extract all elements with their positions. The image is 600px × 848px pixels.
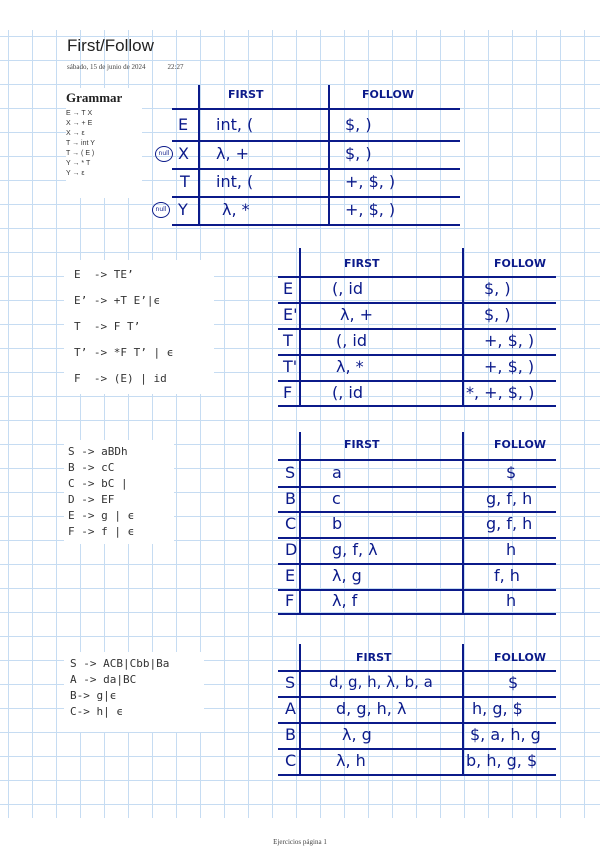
table4-divider-2 xyxy=(462,644,464,776)
table1-row4-nt: Y xyxy=(178,200,188,219)
table1-rule-4 xyxy=(172,224,460,226)
table3-row6-first: λ, f xyxy=(332,591,358,610)
grammar1-rule-6: Y → * T xyxy=(66,160,91,167)
table2-row3-follow: +, $, ) xyxy=(484,331,535,350)
page-date xyxy=(67,63,184,71)
table3-rule-header xyxy=(278,459,556,461)
table2-rule-3 xyxy=(278,354,556,356)
grammar1-rule-2: X → + E xyxy=(66,120,93,127)
table1-row4-follow: +, $, ) xyxy=(345,200,396,219)
table4-row2-follow: h, g, $ xyxy=(472,699,523,718)
table1-row1-first: int, ( xyxy=(216,115,254,134)
grammar1-rule-4: T → int Y xyxy=(66,140,95,147)
table3-rule-6 xyxy=(278,613,556,615)
table1-follow-header: FOLLOW xyxy=(362,88,414,101)
date-text: sábado, 15 de junio de 2024 xyxy=(67,63,146,71)
table2-row3-first: (, id xyxy=(336,331,368,350)
table1-first-header: FIRST xyxy=(228,88,264,101)
grammar4-rule-1: S -> ACB|Cbb|Ba xyxy=(70,657,170,670)
table4-row3-follow: $, a, h, g xyxy=(470,725,541,744)
table4-first-header: FIRST xyxy=(356,651,392,664)
table3-row5-follow: f, h xyxy=(494,566,520,585)
table1-rule-2 xyxy=(172,168,460,170)
table3-first-header: FIRST xyxy=(344,438,380,451)
table2-row3-nt: T xyxy=(283,331,293,350)
table4-row3-first: λ, g xyxy=(342,725,372,744)
table1-row2-first: λ, + xyxy=(216,144,250,163)
table1-row2-follow: $, ) xyxy=(345,144,372,163)
table2-row4-nt: T' xyxy=(283,357,298,376)
grammar-block-2 xyxy=(64,260,214,394)
table3-row1-first: a xyxy=(332,463,342,482)
table3-row2-first: c xyxy=(332,489,341,508)
table1-row3-nt: T xyxy=(180,172,190,191)
table3-row4-nt: D xyxy=(285,540,298,559)
time-text: 22:27 xyxy=(167,63,184,71)
page-footer: Ejercicios página 1 xyxy=(273,838,327,846)
table3-row5-first: λ, g xyxy=(332,566,362,585)
table2-row1-follow: $, ) xyxy=(484,279,511,298)
table4-row4-first: λ, h xyxy=(336,751,366,770)
table3-rule-1 xyxy=(278,486,556,488)
grammar2-rule-1: E -> TE’ xyxy=(74,268,134,281)
table1-rule-1 xyxy=(172,140,460,142)
table3-row1-nt: S xyxy=(285,463,296,482)
table2-rule-4 xyxy=(278,380,556,382)
table3-row2-nt: B xyxy=(285,489,296,508)
grammar1-rule-1: E → T X xyxy=(66,110,93,117)
table3-row3-first: b xyxy=(332,514,343,533)
table4-rule-3 xyxy=(278,748,556,750)
table3-row3-follow: g, f, h xyxy=(486,514,533,533)
table1-rule-header xyxy=(172,108,460,110)
table2-row1-first: (, id xyxy=(332,279,364,298)
table2-row2-nt: E' xyxy=(283,305,298,324)
table1-row3-first: int, ( xyxy=(216,172,254,191)
table2-row5-first: (, id xyxy=(332,383,364,402)
table2-rule-1 xyxy=(278,302,556,304)
table4-row1-first: d, g, h, λ, b, a xyxy=(329,673,433,691)
table3-row2-follow: g, f, h xyxy=(486,489,533,508)
table1-row4-first: λ, * xyxy=(222,200,250,219)
table4-row4-follow: b, h, g, $ xyxy=(466,751,538,770)
table2-row2-first: λ, + xyxy=(340,305,374,324)
grammar1-rule-3: X → ε xyxy=(66,130,85,137)
grammar-block-3 xyxy=(64,440,174,544)
table3-row6-nt: F xyxy=(285,591,295,610)
table2-rule-5 xyxy=(278,405,556,407)
table1-row3-follow: +, $, ) xyxy=(345,172,396,191)
table2-row4-first: λ, * xyxy=(336,357,364,376)
grammar3-rule-5: E -> g | ϵ xyxy=(68,509,135,522)
table1-divider-2 xyxy=(328,85,330,225)
table3-row6-follow: h xyxy=(506,591,517,610)
table3-rule-4 xyxy=(278,563,556,565)
grammar3-rule-6: F -> f | ϵ xyxy=(68,525,135,538)
grammar4-rule-3: B-> g|ϵ xyxy=(70,689,117,702)
grammar2-rule-3: T -> F T’ xyxy=(74,320,141,333)
table3-row5-nt: E xyxy=(285,566,296,585)
grammar3-rule-3: C -> bC | xyxy=(68,477,128,490)
table2-divider-1 xyxy=(299,248,301,406)
table2-rule-header xyxy=(278,276,556,278)
table4-rule-header xyxy=(278,670,556,672)
page-title: First/Follow xyxy=(67,36,154,55)
table2-follow-header: FOLLOW xyxy=(494,257,546,270)
table4-rule-4 xyxy=(278,774,556,776)
grammar1-rule-7: Y → ε xyxy=(66,170,85,177)
table1-row1-follow: $, ) xyxy=(345,115,372,134)
grammar2-rule-4: T’ -> *F T’ | ϵ xyxy=(74,346,174,359)
grammar3-rule-1: S -> aBDh xyxy=(68,445,128,458)
table2-first-header: FIRST xyxy=(344,257,380,270)
table3-row1-follow: $ xyxy=(506,463,517,482)
table2-row2-follow: $, ) xyxy=(484,305,511,324)
table3-rule-3 xyxy=(278,537,556,539)
grammar4-rule-2: A -> da|BC xyxy=(70,673,137,686)
top-margin xyxy=(0,0,600,30)
table4-row2-nt: A xyxy=(285,699,296,718)
table3-row3-nt: C xyxy=(285,514,297,533)
grammar-block-1 xyxy=(66,88,142,198)
table2-row4-follow: +, $, ) xyxy=(484,357,535,376)
table4-row4-nt: C xyxy=(285,751,297,770)
table3-row4-follow: h xyxy=(506,540,517,559)
table4-row2-first: d, g, h, λ xyxy=(336,699,407,718)
nullable-mark-y: null xyxy=(152,202,170,218)
table1-divider-1 xyxy=(198,85,200,225)
table2-row5-nt: F xyxy=(283,383,293,402)
grammar3-rule-2: B -> cC xyxy=(68,461,115,474)
table3-follow-header: FOLLOW xyxy=(494,438,546,451)
table3-row4-first: g, f, λ xyxy=(332,540,378,559)
table4-rule-2 xyxy=(278,722,556,724)
table2-divider-2 xyxy=(462,248,464,406)
table2-rule-2 xyxy=(278,328,556,330)
table3-rule-2 xyxy=(278,511,556,513)
grammar3-rule-4: D -> EF xyxy=(68,493,115,506)
table1-row1-nt: E xyxy=(178,115,189,134)
table4-divider-1 xyxy=(299,644,301,776)
table2-row5-follow: *, +, $, ) xyxy=(466,383,535,402)
grammar-block-4 xyxy=(64,652,204,732)
table4-row3-nt: B xyxy=(285,725,296,744)
grammar2-rule-2: E’ -> +T E’|ϵ xyxy=(74,294,161,307)
table4-row1-follow: $ xyxy=(508,673,519,692)
table4-follow-header: FOLLOW xyxy=(494,651,546,664)
grammar4-rule-4: C-> h| ϵ xyxy=(70,705,123,718)
grammar2-rule-5: F -> (E) | id xyxy=(74,372,167,385)
grammar1-rule-5: T → ( E ) xyxy=(66,150,95,157)
table2-row1-nt: E xyxy=(283,279,294,298)
grammar-heading: Grammar xyxy=(66,90,123,105)
table4-row1-nt: S xyxy=(285,673,296,692)
table1-row2-nt: X xyxy=(178,144,189,163)
table1-rule-3 xyxy=(172,196,460,198)
nullable-mark-x: null xyxy=(155,146,173,162)
table4-rule-1 xyxy=(278,696,556,698)
